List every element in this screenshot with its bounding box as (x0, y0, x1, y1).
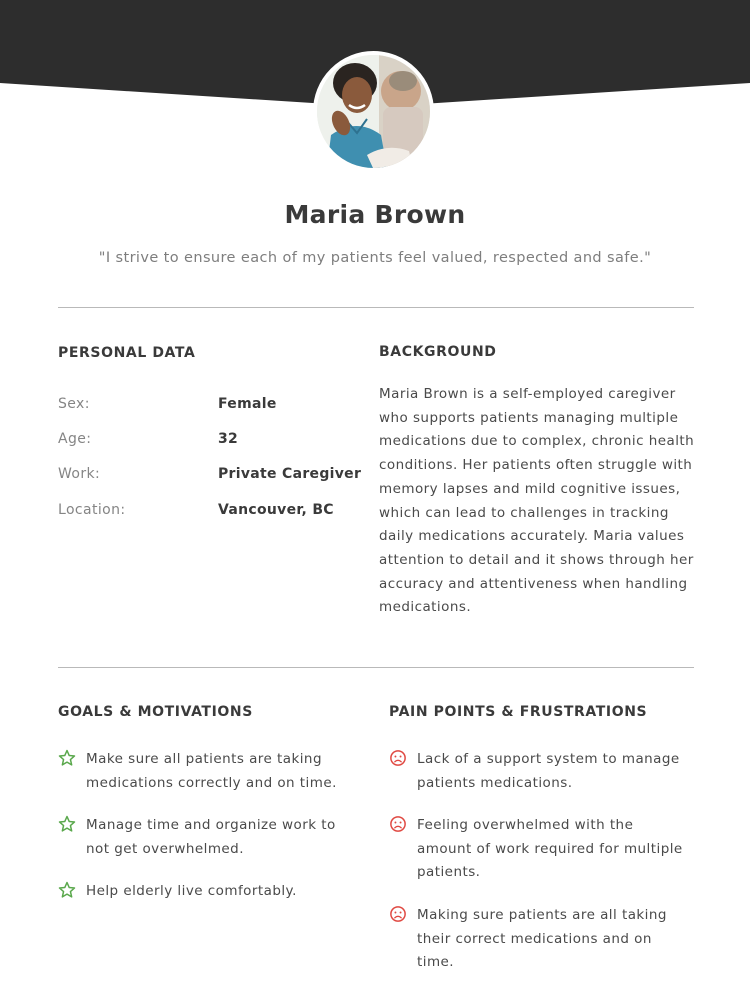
persona-name: Maria Brown (284, 200, 466, 229)
field-value: Vancouver, BC (218, 502, 334, 518)
background-text: Maria Brown is a self-employed caregiver who supports patients managing multiple medications due to complex, chronic health conditions. Her patients often struggle with memory lapses and mild cognitive issues, which can lead to challenges in tracking daily medications accurately. Maria values attention to detail and it shows through her accuracy and attentiveness when handling medications. (379, 386, 695, 616)
field-value: 32 (218, 431, 239, 447)
sad-face-icon (389, 905, 407, 923)
field-value: Private Caregiver (218, 466, 362, 482)
pain-points-title: PAIN POINTS & FRUSTRATIONS (389, 704, 648, 720)
sad-face-icon (389, 749, 407, 767)
personal-field-location (58, 502, 368, 522)
star-icon (58, 881, 76, 899)
pain-text: Lack of a support system to manage patients medications. (417, 751, 680, 791)
field-label: Location: (58, 502, 126, 518)
pain-text: Making sure patients are all taking their correct medications and on time. (417, 907, 667, 971)
goal-text: Manage time and organize work to not get overwhelmed. (86, 817, 336, 857)
star-icon (58, 815, 76, 833)
background-title: BACKGROUND (379, 344, 497, 360)
sad-face-icon (389, 815, 407, 833)
divider-top (58, 307, 694, 308)
goal-text: Make sure all patients are taking medications correctly and on time. (86, 751, 337, 791)
personal-field-age (58, 431, 368, 451)
personal-field-sex (58, 396, 368, 416)
pain-text: Feeling overwhelmed with the amount of work required for multiple patients. (417, 817, 683, 881)
personal-data-title: PERSONAL DATA (58, 345, 196, 361)
field-label: Age: (58, 431, 92, 447)
persona-quote: "I strive to ensure each of my patients feel valued, respected and safe." (98, 250, 652, 266)
avatar (313, 51, 434, 172)
divider-bottom (58, 667, 694, 668)
goals-title: GOALS & MOTIVATIONS (58, 704, 253, 720)
field-label: Sex: (58, 396, 90, 412)
field-label: Work: (58, 466, 101, 482)
goal-text: Help elderly live comfortably. (86, 883, 297, 899)
field-value: Female (218, 396, 277, 412)
personal-field-work (58, 466, 368, 486)
star-icon (58, 749, 76, 767)
